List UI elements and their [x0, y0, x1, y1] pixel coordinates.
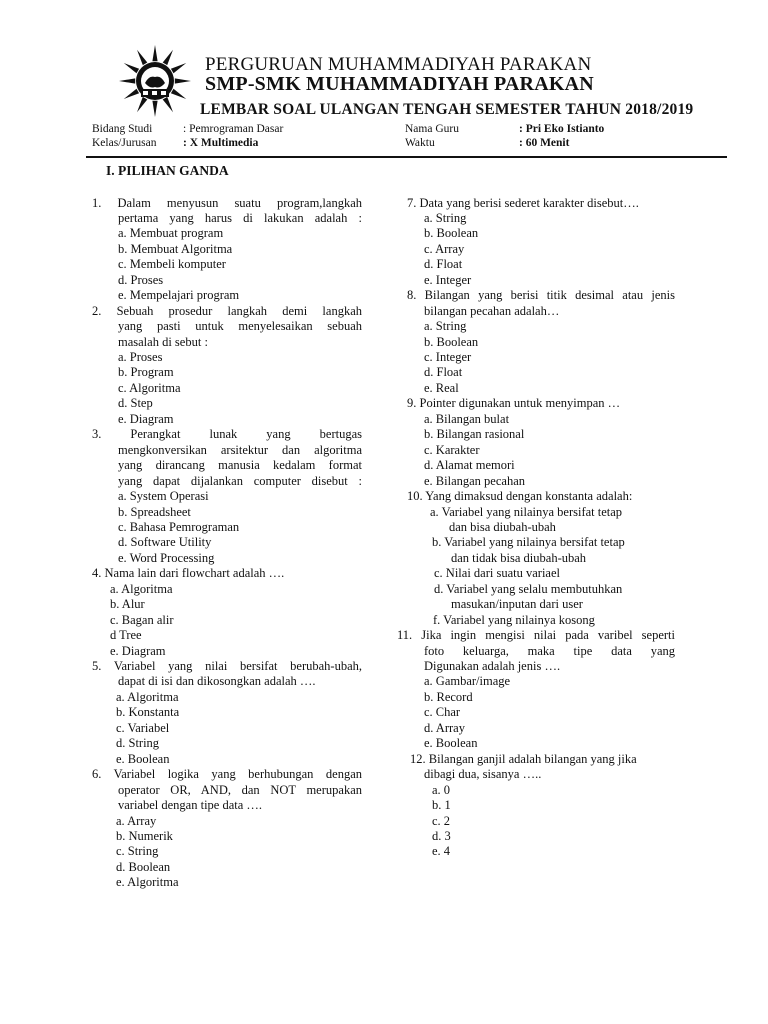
- right-text-line: e. Bilangan pecahan: [424, 473, 525, 488]
- right-text-line: dan tidak bisa diubah-ubah: [451, 550, 587, 565]
- right-text-line: 11. Jika ingin mengisi nilai pada varibel seperti: [397, 628, 675, 643]
- left-text-line: b. Membuat Algoritma: [118, 241, 233, 256]
- right-text-line: b. 1: [432, 798, 451, 813]
- right-text-line: b. Record: [424, 689, 473, 704]
- left-text-line: 3. Perangkat lunak yang bertugas: [92, 427, 362, 442]
- right-text-line: 8. Bilangan yang berisi titik desimal atau jenis: [407, 288, 675, 303]
- right-text-line: 12. Bilangan ganjil adalah bilangan yang jika: [410, 751, 637, 766]
- right-text-line: d. Array: [424, 720, 465, 735]
- info-teacher-label: Nama Guru: [405, 123, 459, 135]
- left-text-line: yang dirancang manusia kedalam format: [118, 458, 362, 473]
- left-text-line: c. Bahasa Pemrograman: [118, 519, 240, 534]
- right-text-line: b. Variabel yang nilainya bersifat tetap: [432, 535, 625, 550]
- right-text-line: e. Real: [424, 380, 459, 395]
- right-text-line: e. 4: [432, 844, 451, 859]
- right-text-line: 7. Data yang berisi sederet karakter disebut….: [407, 195, 639, 210]
- header-divider: [86, 156, 727, 158]
- left-text-line: masalah di sebut :: [118, 334, 208, 349]
- right-text-line: e. Integer: [424, 272, 472, 287]
- left-text-line: d. Step: [118, 396, 153, 411]
- left-text-line: 2. Sebuah prosedur langkah demi langkah: [92, 303, 362, 318]
- info-subject-value: : Pemrograman Dasar: [183, 123, 284, 135]
- info-teacher-value: : Pri Eko Istianto: [519, 123, 605, 135]
- left-text-line: a. System Operasi: [118, 489, 209, 504]
- left-text-line: d. Boolean: [116, 859, 171, 874]
- right-text-line: d. Float: [424, 257, 463, 272]
- left-text-line: variabel dengan tipe data ….: [118, 798, 263, 813]
- left-text-line: mengkonversikan arsitektur dan algoritma: [118, 442, 362, 457]
- left-text-line: e. Mempelajari program: [118, 288, 240, 303]
- left-text-line: b. Program: [118, 365, 174, 380]
- left-text-line: operator OR, AND, dan NOT merupakan: [118, 782, 362, 797]
- left-text-line: a. Membuat program: [118, 226, 224, 241]
- right-text-line: masukan/inputan dari user: [451, 597, 583, 612]
- right-text-line: d. Float: [424, 365, 463, 380]
- right-text-line: bilangan pecahan adalah…: [424, 303, 560, 318]
- left-text-line: dapat di isi dan dikosongkan adalah ….: [118, 674, 316, 689]
- info-time-value: : 60 Menit: [519, 137, 570, 149]
- right-text-line: b. Bilangan rasional: [424, 427, 525, 442]
- left-text-line: c. String: [116, 844, 159, 859]
- section-title: I. PILIHAN GANDA: [106, 163, 229, 178]
- left-text-line: a. Algoritma: [110, 581, 173, 596]
- left-text-line: e. Word Processing: [118, 550, 215, 565]
- right-text-line: c. Char: [424, 705, 461, 720]
- header-exam-title: LEMBAR SOAL ULANGAN TENGAH SEMESTER TAHUN 2018/2019: [200, 101, 694, 118]
- left-text-line: d. Proses: [118, 272, 164, 287]
- right-text-line: a. 0: [432, 782, 451, 797]
- info-class-value: : X Multimedia: [183, 137, 259, 149]
- left-text-line: b. Numerik: [116, 828, 173, 843]
- right-text-line: c. Integer: [424, 350, 472, 364]
- left-text-line: b. Alur: [110, 597, 145, 612]
- left-text-line: 6. Variabel logika yang berhubungan dengan: [92, 767, 362, 782]
- right-text-line: a. Variabel yang nilainya bersifat tetap: [430, 504, 623, 519]
- left-text-line: e. Algoritma: [116, 875, 179, 890]
- left-text-line: e. Diagram: [118, 411, 174, 426]
- left-text-line: b. Konstanta: [116, 705, 180, 720]
- right-text-line: f. Variabel yang nilainya kosong: [433, 612, 595, 627]
- left-text-line: c. Variabel: [116, 720, 170, 735]
- right-text-line: a. Bilangan bulat: [424, 411, 510, 426]
- header-school: SMP-SMK MUHAMMADIYAH PARAKAN: [205, 73, 594, 95]
- right-text-line: d. Alamat memori: [424, 458, 515, 473]
- left-text-line: pertama yang harus di lakukan adalah :: [118, 210, 362, 225]
- right-text-line: c. Nilai dari suatu variael: [434, 566, 560, 581]
- info-time-label: Waktu: [405, 137, 435, 149]
- left-text-line: e. Diagram: [110, 643, 166, 658]
- right-text-line: 9. Pointer digunakan untuk menyimpan …: [407, 396, 621, 411]
- left-text-line: 5. Variabel yang nilai bersifat berubah-ubah,: [92, 659, 362, 673]
- left-text-line: e. Boolean: [116, 751, 170, 766]
- left-text-line: d. Software Utility: [118, 535, 212, 550]
- right-text-line: d. Variabel yang selalu membutuhkan: [434, 581, 623, 596]
- left-text-line: c. Bagan alir: [110, 612, 174, 627]
- right-text-line: c. 2: [432, 813, 451, 828]
- left-text-line: 1. Dalam menyusun suatu program,langkah: [92, 195, 362, 210]
- right-text-line: dan bisa diubah-ubah: [449, 519, 556, 534]
- right-text-line: c. Karakter: [424, 442, 480, 457]
- left-text-line: yang pasti untuk menyelesaikan sebuah: [118, 319, 362, 334]
- left-text-line: c. Algoritma: [118, 380, 181, 395]
- right-text-line: e. Boolean: [424, 736, 478, 751]
- muhammadiyah-logo-icon: [115, 45, 195, 117]
- left-text-line: yang dapat dijalankan computer disebut :: [118, 473, 362, 488]
- left-text-line: c. Membeli komputer: [118, 257, 226, 272]
- left-text-line: a. Array: [116, 813, 157, 828]
- left-text-line: 4. Nama lain dari flowchart adalah ….: [92, 566, 285, 581]
- right-text-line: a. String: [424, 319, 467, 334]
- right-text-line: a. Gambar/image: [424, 674, 511, 689]
- header-institution: PERGURUAN MUHAMMADIYAH PARAKAN: [205, 54, 592, 75]
- right-text-line: a. String: [424, 210, 467, 225]
- right-text-line: d. 3: [432, 828, 451, 843]
- left-text-line: b. Spreadsheet: [118, 504, 191, 519]
- right-text-line: b. Boolean: [424, 226, 479, 241]
- right-text-line: foto keluarga, maka tipe data yang: [424, 643, 675, 658]
- right-text-line: Digunakan adalah jenis ….: [424, 659, 561, 673]
- right-text-line: c. Array: [424, 241, 465, 256]
- right-text-line: dibagi dua, sisanya …..: [424, 767, 542, 782]
- right-text-line: b. Boolean: [424, 334, 479, 349]
- info-class-label: Kelas/Jurusan: [92, 137, 157, 149]
- info-subject-label: Bidang Studi: [92, 123, 153, 135]
- left-text-line: d Tree: [110, 628, 142, 643]
- right-text-line: 10. Yang dimaksud dengan konstanta adalah:: [407, 489, 633, 504]
- left-text-line: a. Proses: [118, 350, 163, 364]
- left-text-line: d. String: [116, 736, 160, 751]
- left-text-line: a. Algoritma: [116, 689, 179, 704]
